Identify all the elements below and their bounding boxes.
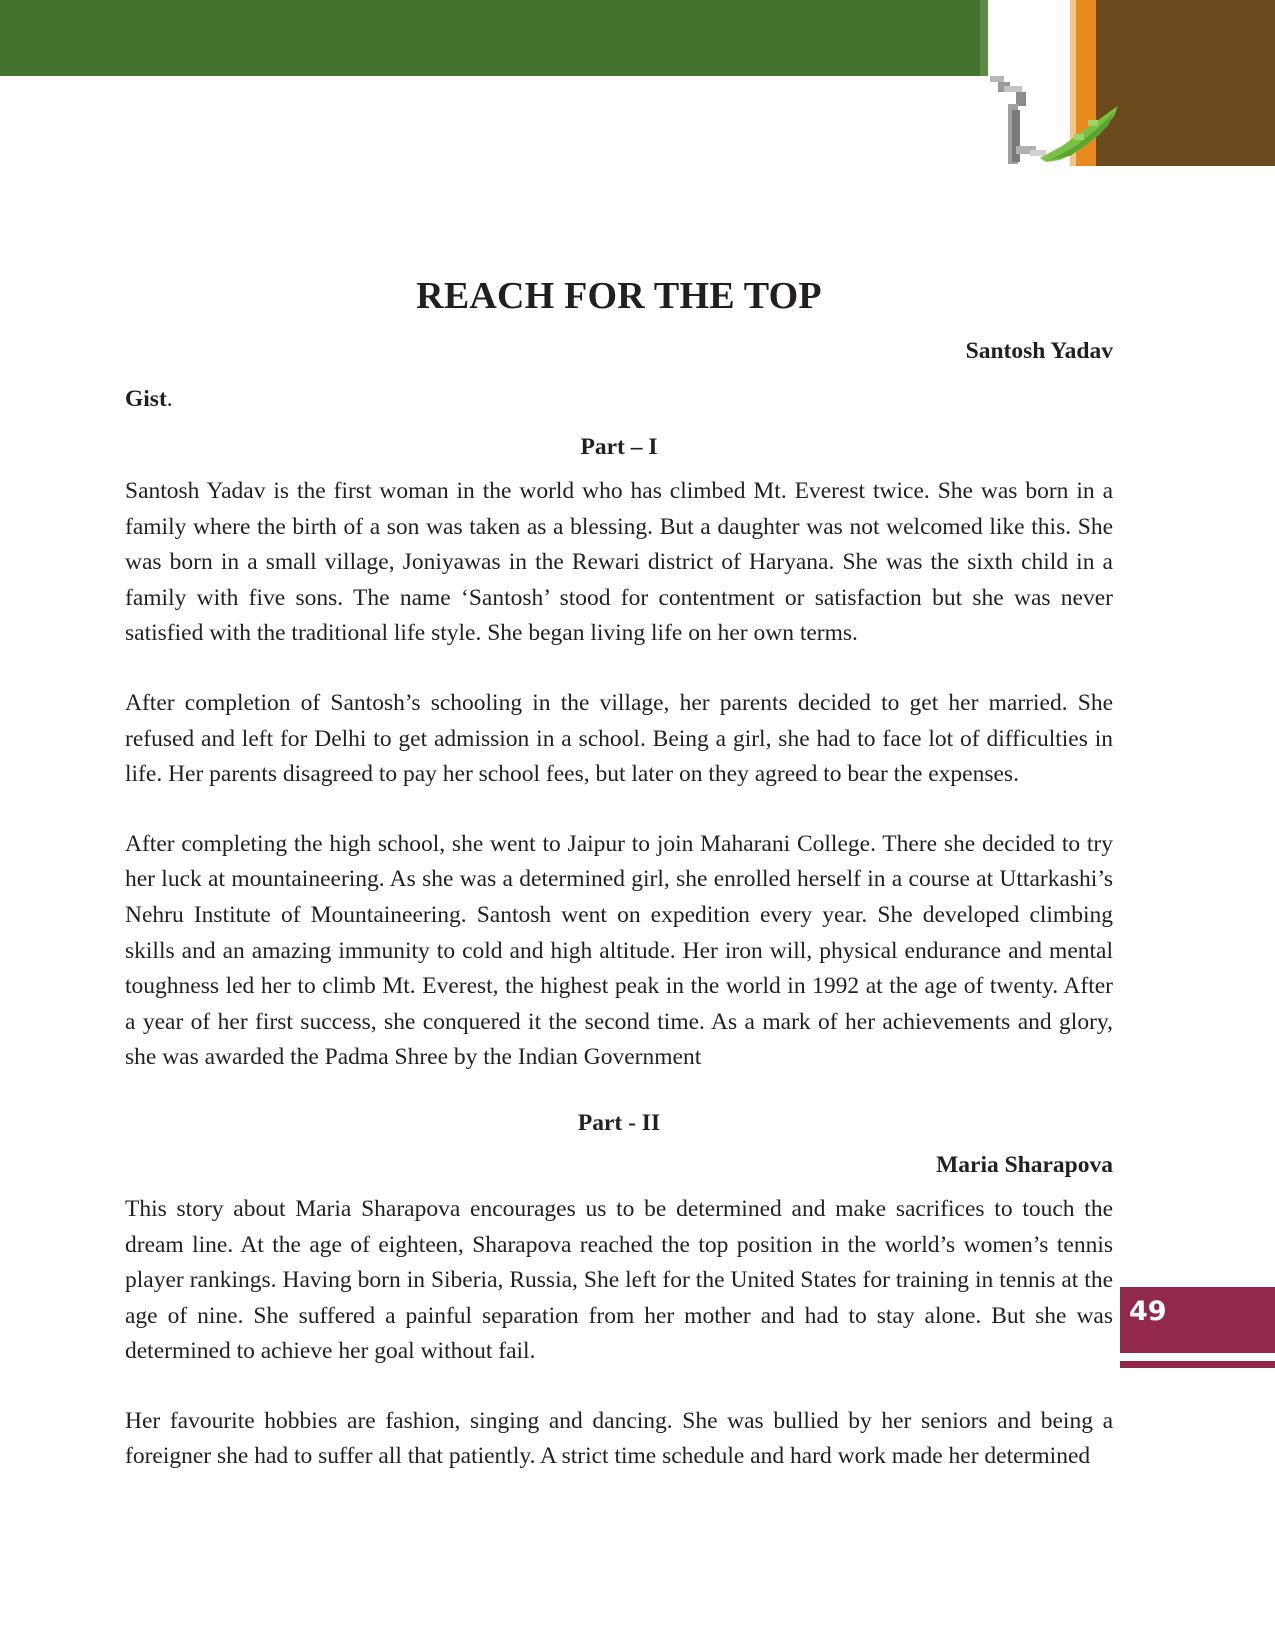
gist-punct: . <box>166 386 173 412</box>
part2-paragraph-1: This story about Maria Sharapova encourages us to be determined and make sacrifices to touch the dream line. At the age of eighteen, Sharapova reached the top position in the world’s women’s tennis player rankings. Having born in Siberia, Russia, She left for the United States for training in tennis at the age of nine. She suffered a painful separation from her mother and had to stay alone. But she was determined to achieve her goal without fail. <box>125 1195 1113 1365</box>
part1-paragraph-2: After completion of Santosh’s schooling in the village, her parents decided to get her married. She refused and left for Delhi to get admission in a school. Being a girl, she had to face lot of difficulties in life. Her parents disagreed to pay her school fees, but later on they agreed to bear the expenses. <box>125 689 1113 788</box>
page-title: REACH FOR THE TOP <box>416 275 822 317</box>
document-body <box>125 272 1113 1475</box>
part1-heading: Part – I <box>580 434 658 460</box>
page-number: 49 <box>1129 1296 1167 1327</box>
gist-label-line <box>125 384 1113 414</box>
part1-paragraph-1: Santosh Yadav is the first woman in the world who has climbed Mt. Everest twice. She was born in a family where the birth of a son was taken as a blessing. But a daughter was not welcomed like this. She was born in a small village, Joniyawas in the Rewari district of Haryana. She was the sixth child in a family with five sons. The name ‘Santosh’ stood for contentment or satisfaction but she was never satisfied with the traditional life style. She began living life on her own terms. <box>125 478 1113 647</box>
header-green-band <box>0 0 986 76</box>
part2-paragraph-2: Her favourite hobbies are fashion, singing and dancing. She was bullied by her seniors and being a foreigner she had to suffer all that patiently. A strict time schedule and hard work made her determined <box>125 1407 1113 1470</box>
stylized-flag-with-leaf-icon <box>990 76 1170 176</box>
gist-label: Gist <box>125 386 167 412</box>
part2-heading: Part - II <box>577 1109 661 1136</box>
part2-author: Maria Sharapova <box>936 1151 1113 1178</box>
page-number-tab-underline <box>1120 1361 1275 1368</box>
part1-author: Santosh Yadav <box>965 338 1113 364</box>
header-green-band-edge <box>980 0 988 76</box>
part1-paragraph-3: After completing the high school, she went to Jaipur to join Maharani College. There she decided to try her luck at mountaineering. As she was a determined girl, she enrolled herself in a course at Uttarkashi’s Nehru Institute of Mountaineering. Santosh went on expedition every year. She developed climbing skills and an amazing immunity to cold and high altitude. Her iron will, physical endurance and mental toughness led her to climb Mt. Everest, the highest peak in the world in 1992 at the age of twenty. After a year of her first success, she conquered it the second time. As a mark of her achievements and glory, she was awarded the Padma Shree by the Indian Government <box>125 830 1113 1071</box>
